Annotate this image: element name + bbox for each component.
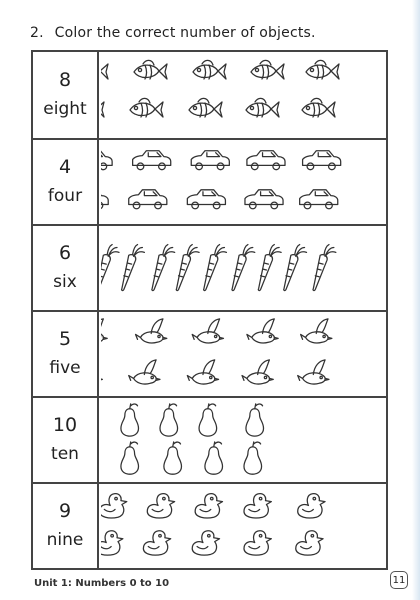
bird-icon[interactable] xyxy=(242,360,273,384)
fish-icon[interactable] xyxy=(246,98,279,117)
car-icon[interactable] xyxy=(133,151,171,170)
pear-icon[interactable] xyxy=(205,442,223,474)
fish-icon[interactable] xyxy=(134,60,167,79)
counting-table xyxy=(31,50,388,570)
number-label xyxy=(33,52,99,138)
number-word: eight xyxy=(43,99,87,119)
number-word: five xyxy=(49,358,81,378)
duck-icon[interactable] xyxy=(298,494,325,518)
row-six xyxy=(33,224,386,310)
number-digit: 9 xyxy=(58,500,72,522)
row-five xyxy=(33,310,386,396)
row-nine xyxy=(33,482,386,568)
number-digit: 5 xyxy=(58,328,72,350)
bird-icon[interactable] xyxy=(247,319,278,343)
duck-icon[interactable] xyxy=(192,531,219,555)
fish-icon[interactable] xyxy=(302,98,335,117)
pear-icon[interactable] xyxy=(121,442,139,474)
bird-icon[interactable] xyxy=(101,319,107,343)
object-area xyxy=(101,312,386,396)
duck-icon[interactable] xyxy=(101,494,127,518)
carrot-icon[interactable] xyxy=(313,245,336,291)
row-ten xyxy=(33,396,386,482)
number-label xyxy=(33,312,99,396)
number-word: four xyxy=(47,186,83,206)
fish-icon[interactable] xyxy=(130,98,163,117)
bird-icon[interactable] xyxy=(101,360,102,384)
page-edge-shadow xyxy=(412,0,420,600)
car-icon[interactable] xyxy=(191,151,229,170)
number-label xyxy=(33,398,99,482)
bird-icon[interactable] xyxy=(136,319,167,343)
object-area xyxy=(101,52,386,138)
number-label xyxy=(33,140,99,224)
number-word: nine xyxy=(46,530,84,550)
number-digit: 6 xyxy=(58,242,72,264)
fish-icon[interactable] xyxy=(306,60,339,79)
carrot-group xyxy=(101,226,386,310)
car-icon[interactable] xyxy=(247,151,285,170)
fish-icon[interactable] xyxy=(189,98,222,117)
bird-icon[interactable] xyxy=(187,360,218,384)
car-icon[interactable] xyxy=(101,190,108,209)
carrot-icon[interactable] xyxy=(101,245,119,291)
bird-icon[interactable] xyxy=(129,360,160,384)
object-area xyxy=(101,398,386,482)
duck-icon[interactable] xyxy=(101,531,123,555)
object-area xyxy=(101,226,386,310)
car-icon[interactable] xyxy=(303,151,341,170)
row-eight xyxy=(33,52,386,138)
duck-icon[interactable] xyxy=(244,531,271,555)
car-group xyxy=(101,140,386,224)
carrot-icon[interactable] xyxy=(232,245,255,291)
car-icon[interactable] xyxy=(129,190,167,209)
instruction xyxy=(30,25,316,41)
number-digit: 8 xyxy=(58,69,72,91)
number-digit: 4 xyxy=(58,156,72,178)
number-word: six xyxy=(53,272,77,292)
number-digit: 10 xyxy=(52,414,78,436)
carrot-icon[interactable] xyxy=(204,245,227,291)
unit-footer: Unit 1: Numbers 0 to 10 xyxy=(34,578,170,589)
pear-icon[interactable] xyxy=(246,404,264,436)
number-label xyxy=(33,484,99,568)
number-word: ten xyxy=(51,444,79,464)
pear-icon[interactable] xyxy=(164,442,182,474)
instruction-text: Color the correct number of objects. xyxy=(54,25,316,41)
bird-icon[interactable] xyxy=(298,360,329,384)
car-icon[interactable] xyxy=(101,151,112,170)
pear-icon[interactable] xyxy=(244,442,262,474)
car-icon[interactable] xyxy=(187,190,225,209)
duck-icon[interactable] xyxy=(195,494,222,518)
duck-group xyxy=(101,484,386,568)
pear-group xyxy=(101,398,386,482)
bird-icon[interactable] xyxy=(301,319,332,343)
object-area xyxy=(101,140,386,224)
carrot-icon[interactable] xyxy=(176,245,199,291)
duck-icon[interactable] xyxy=(147,494,174,518)
duck-icon[interactable] xyxy=(244,494,271,518)
object-area xyxy=(101,484,386,568)
bird-group xyxy=(101,312,386,396)
duck-icon[interactable] xyxy=(296,531,323,555)
duck-icon[interactable] xyxy=(143,531,170,555)
carrot-icon[interactable] xyxy=(122,245,145,291)
row-four xyxy=(33,138,386,224)
carrot-icon[interactable] xyxy=(152,245,175,291)
car-icon[interactable] xyxy=(300,190,338,209)
fish-icon[interactable] xyxy=(251,60,284,79)
bird-icon[interactable] xyxy=(192,319,223,343)
carrot-icon[interactable] xyxy=(258,245,281,291)
instruction-number: 2. xyxy=(30,25,44,41)
car-icon[interactable] xyxy=(245,190,283,209)
pear-icon[interactable] xyxy=(199,404,217,436)
fish-icon[interactable] xyxy=(193,60,226,79)
fish-group xyxy=(101,52,386,138)
number-label xyxy=(33,226,99,310)
pear-icon[interactable] xyxy=(121,404,139,436)
fish-icon[interactable] xyxy=(101,60,108,79)
page-number: 11 xyxy=(390,571,408,589)
fish-icon[interactable] xyxy=(101,98,104,117)
carrot-icon[interactable] xyxy=(284,245,307,291)
pear-icon[interactable] xyxy=(160,404,178,436)
